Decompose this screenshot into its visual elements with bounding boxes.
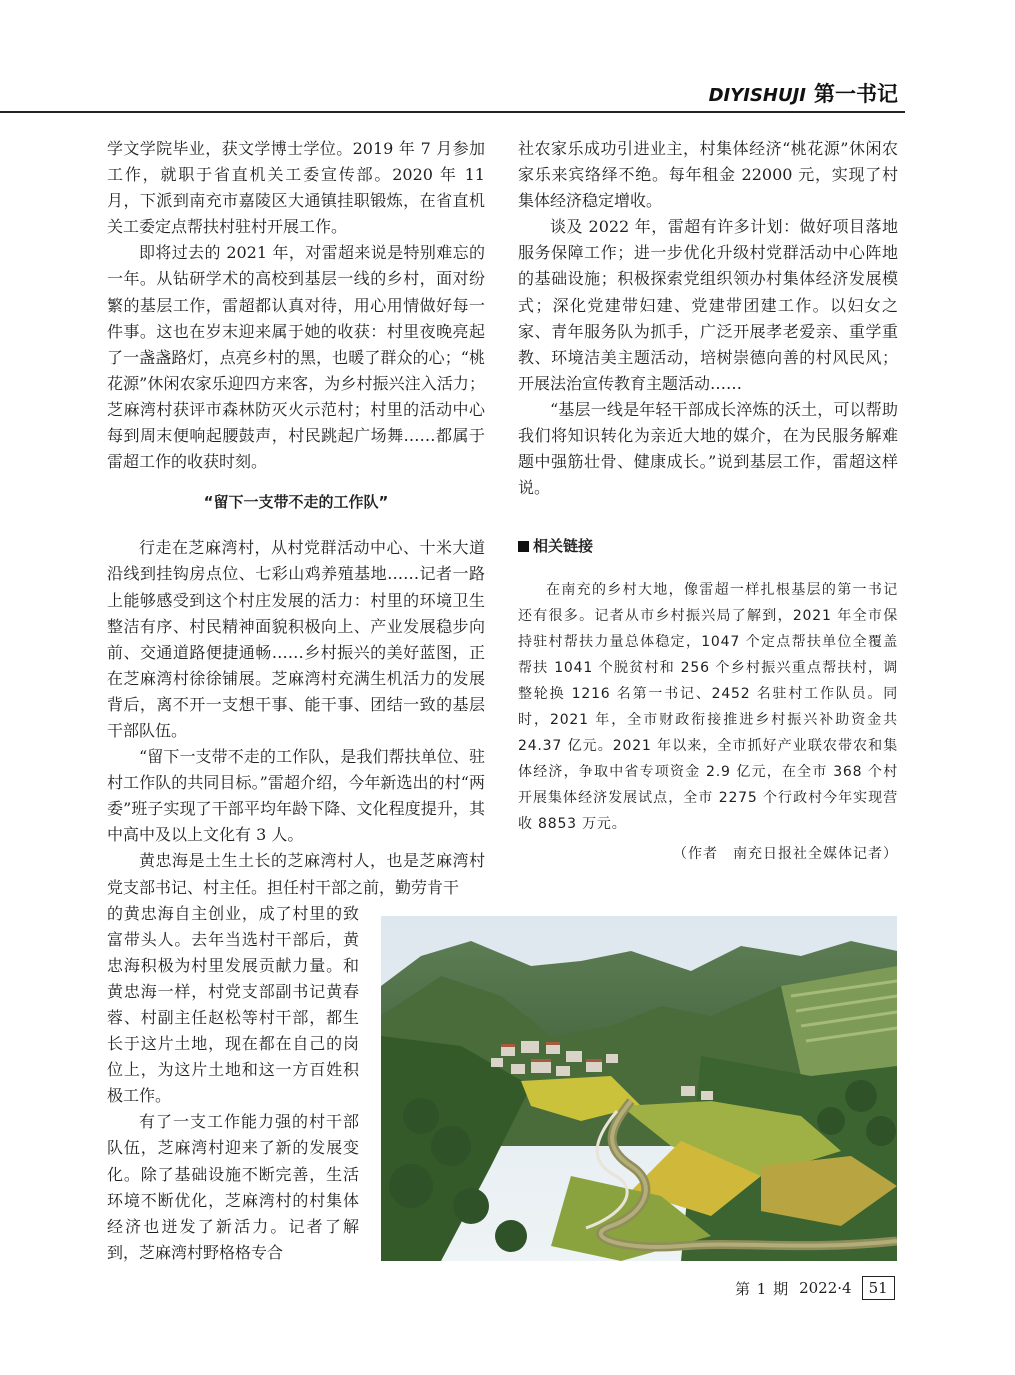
author-credit: （作者 南充日报社全媒体记者）	[673, 846, 898, 863]
page-footer	[735, 1276, 895, 1300]
left-paragraph-4: “留下一支带不走的工作队，是我们帮扶单位、驻村工作队的共同目标。”雷超介绍，今年新选出的村“两委”班子实现了干部平均年龄下降、文化程度提升，其中高中及以上文化有 3 人。	[107, 747, 485, 845]
page-number: 51	[862, 1276, 895, 1300]
right-column	[518, 136, 898, 868]
left-paragraph-3: 行走在芝麻湾村，从村党群活动中心、十米大道沿线到挂钩房点位、七彩山鸡养殖基地……记者一路上能够感受到这个村庄发展的活力：村里的环境卫生整洁有序、村民精神面貌积极向上、产业发展稳步向前、交通道路便捷通畅……乡村振兴的美好蓝图，正在芝麻湾村徐徐铺展。芝麻湾村充满生机活力的发展背后，离不开一支想干事、能干事、团结一致的基层干部队伍。	[107, 538, 485, 740]
issue-number: 第 1 期	[735, 1279, 790, 1298]
brand-latin: DIYISHUJI	[708, 85, 806, 106]
header-rule	[0, 111, 905, 113]
landscape-illustration	[381, 916, 897, 1261]
related-links-label: 相关链接	[533, 537, 594, 556]
left-paragraph-5: 黄忠海是土生土长的芝麻湾村人，也是芝麻湾村党支部书记、村主任。担任村干部之前，勤劳肯干	[107, 851, 485, 897]
brand-cn: 第一书记	[814, 81, 898, 106]
header-brand	[709, 78, 898, 108]
related-links-paragraph: 在南充的乡村大地，像雷超一样扎根基层的第一书记还有很多。记者从市乡村振兴局了解到，2021 年全市保持驻村帮扶力量总体稳定，1047 个定点帮扶单位全覆盖帮扶 1041 个脱贫村和 256 个乡村振兴重点帮扶村，调整轮换 1216 名第一书记、2452 名驻村工作队员。同时，2021 年，全市财政衔接推进乡村振兴补助资金共 24.37 亿元。2021 年以来，全市抓好产业联农带农和集体经济，争取中省专项资金 2.9 亿元，在全市 368 个村开展集体经济发展试点，全市 2275 个行政村今年实现营收 8853 万元。	[518, 582, 898, 833]
village-landscape-photo	[381, 916, 897, 1261]
left-paragraph-2: 即将过去的 2021 年，对雷超来说是特别难忘的一年。从钻研学术的高校到基层一线的乡村，面对纷繁的基层工作，雷超都认真对待，用心用情做好每一件事。这也在岁末迎来属于她的收获：村里夜晚亮起了一盏盏路灯，点亮乡村的黑，也暖了群众的心；“桃花源”休闲农家乐迎四方来客，为乡村振兴注入活力；芝麻湾村获评市森林防灭火示范村；村里的活动中心每到周末便响起腰鼓声，村民跳起广场舞……都属于雷超工作的收获时刻。	[107, 243, 485, 472]
section-heading: “留下一支带不走的工作队”	[203, 493, 389, 512]
left-paragraph-1: 学文学院毕业，获文学博士学位。2019 年 7 月参加工作，就职于省直机关工委宣传部。2020 年 11 月，下派到南充市嘉陵区大通镇挂职锻炼，在省直机关工委定点帮扶村驻村开展工作。	[107, 139, 485, 237]
related-links-title	[518, 533, 898, 559]
right-paragraph-1: 社农家乐成功引进业主，村集体经济“桃花源”休闲农家乐来宾络绎不绝。每年租金 22000 元，实现了村集体经济稳定增收。	[518, 139, 898, 211]
right-paragraph-3: “基层一线是年轻干部成长淬炼的沃土，可以帮助我们将知识转化为亲近大地的媒介，在为民服务解难题中强筋壮骨、健康成长。”说到基层工作，雷超这样说。	[518, 399, 898, 498]
left-paragraph-5-continued: 的黄忠海自主创业，成了村里的致富带头人。去年当选村干部后，黄忠海积极为村里发展贡献力量。和黄忠海一样，村党支部副书记黄春蓉、村副主任赵松等村干部，都生长于这片土地，现在都在自己的岗位上，为这片土地和这一方百姓积极工作。	[107, 903, 359, 1106]
left-paragraph-6: 有了一支工作能力强的村干部队伍，芝麻湾村迎来了新的发展变化。除了基础设施不断完善，生活环境不断优化，芝麻湾村的村集体经济也迸发了新活力。记者了解到，芝麻湾村野格格专合	[107, 1112, 359, 1262]
square-bullet-icon	[518, 541, 529, 552]
right-paragraph-2: 谈及 2022 年，雷超有许多计划：做好项目落地服务保障工作；进一步优化升级村党群活动中心阵地的基础设施；积极探索党组织领办村集体经济发展模式；深化党建带妇建、党建带团建工作。以妇女之家、青年服务队为抓手，广泛开展孝老爱亲、重学重教、环境洁美主题活动，培树崇德向善的村风民风；开展法治宣传教育主题活动……	[518, 217, 898, 393]
wrap-text-block	[107, 901, 359, 1266]
related-links-body	[518, 577, 898, 837]
issue-date: 2022·4	[799, 1279, 852, 1297]
